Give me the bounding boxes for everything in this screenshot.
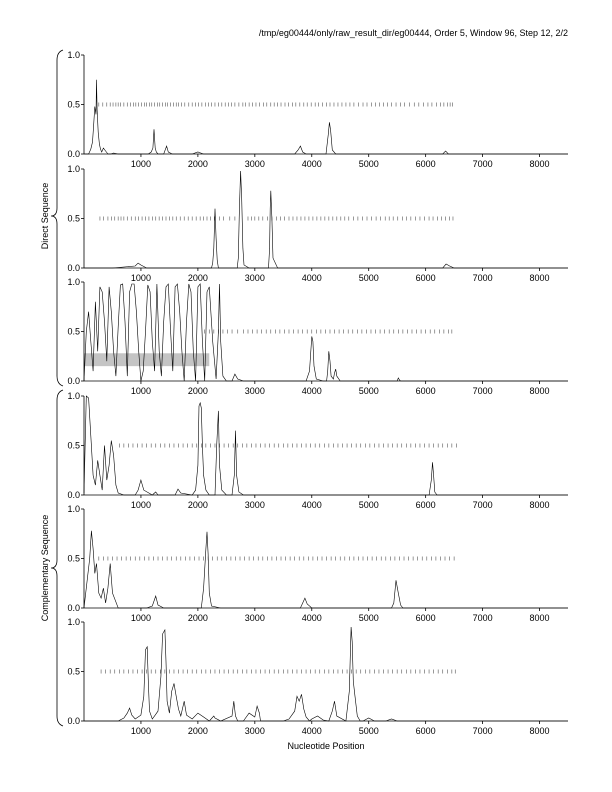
- x-axis-title: Nucleotide Position: [287, 741, 365, 751]
- x-tick-label: 8000: [529, 613, 550, 623]
- frame-5-series-line: [84, 531, 568, 608]
- x-tick-label: 8000: [529, 726, 550, 736]
- frame-1-series-line: [84, 80, 568, 154]
- x-tick-label: 6000: [415, 613, 436, 623]
- x-tick-label: 4000: [301, 613, 322, 623]
- y-tick-label: 0.0: [67, 716, 80, 726]
- x-tick-label: 1000: [130, 500, 151, 510]
- y-tick-label: 0.5: [67, 666, 80, 677]
- x-tick-label: 2000: [187, 726, 208, 736]
- x-tick-label: 5000: [358, 726, 379, 736]
- frame-1-panel: [67, 50, 568, 169]
- y-tick-label: 1.0: [67, 277, 80, 287]
- y-tick-label: 0.5: [67, 99, 80, 110]
- x-tick-label: 6000: [415, 726, 436, 736]
- y-tick-label: 0.5: [67, 326, 80, 337]
- x-tick-label: 3000: [244, 159, 265, 169]
- x-tick-label: 3000: [244, 273, 265, 283]
- x-tick-label: 5000: [358, 500, 379, 510]
- y-tick-label: 1.0: [67, 164, 80, 174]
- direct-sequence-bracket: [51, 50, 63, 386]
- x-tick-label: 7000: [472, 159, 493, 169]
- header-title: /tmp/eg00444/only/raw_result_dir/eg00444, Order 5, Window 96, Step 12, 2/2: [258, 28, 568, 38]
- x-tick-label: 1000: [130, 613, 151, 623]
- x-tick-label: 2000: [187, 159, 208, 169]
- x-tick-label: 8000: [529, 500, 550, 510]
- x-tick-label: 2000: [187, 500, 208, 510]
- frame-6-series-line: [84, 627, 568, 721]
- x-tick-label: 3000: [244, 386, 265, 396]
- x-tick-label: 3000: [244, 613, 265, 623]
- y-tick-label: 0.5: [67, 213, 80, 224]
- x-tick-label: 1000: [130, 273, 151, 283]
- frame-5-panel: [67, 504, 568, 623]
- frame-4-series-line: [84, 396, 568, 495]
- x-tick-label: 7000: [472, 726, 493, 736]
- x-tick-label: 8000: [529, 386, 550, 396]
- x-tick-label: 2000: [187, 273, 208, 283]
- y-tick-label: 0.0: [67, 263, 80, 273]
- x-tick-label: 1000: [130, 159, 151, 169]
- y-tick-label: 0.0: [67, 603, 80, 613]
- y-tick-label: 1.0: [67, 391, 80, 401]
- frame-2-panel: [67, 164, 568, 283]
- x-tick-label: 1000: [130, 386, 151, 396]
- y-tick-label: 0.5: [67, 553, 80, 564]
- x-tick-label: 4000: [301, 726, 322, 736]
- x-tick-label: 2000: [187, 613, 208, 623]
- frame-2-series-line: [84, 171, 568, 268]
- frame-4-panel: [67, 391, 568, 510]
- y-tick-label: 1.0: [67, 50, 80, 60]
- y-tick-label: 0.0: [67, 490, 80, 500]
- complementary-sequence-bracket: [51, 390, 63, 726]
- x-tick-label: 5000: [358, 613, 379, 623]
- shaded-region: [84, 353, 209, 366]
- x-tick-label: 4000: [301, 500, 322, 510]
- x-tick-label: 4000: [301, 159, 322, 169]
- x-tick-label: 6000: [415, 273, 436, 283]
- y-tick-label: 1.0: [67, 617, 80, 627]
- x-tick-label: 1000: [130, 726, 151, 736]
- y-tick-label: 1.0: [67, 504, 80, 514]
- x-tick-label: 6000: [415, 386, 436, 396]
- x-tick-label: 3000: [244, 726, 265, 736]
- x-tick-label: 6000: [415, 159, 436, 169]
- x-tick-label: 4000: [301, 273, 322, 283]
- x-tick-label: 4000: [301, 386, 322, 396]
- complementary-sequence-label: Complementary Sequence: [40, 514, 50, 622]
- x-tick-label: 7000: [472, 500, 493, 510]
- x-tick-label: 8000: [529, 159, 550, 169]
- frame-6-panel: [67, 617, 568, 736]
- frame-3-series-line: [84, 284, 568, 381]
- x-tick-label: 5000: [358, 159, 379, 169]
- x-tick-label: 5000: [358, 386, 379, 396]
- y-tick-label: 0.0: [67, 376, 80, 386]
- frame-panels: [67, 50, 568, 736]
- x-tick-label: 5000: [358, 273, 379, 283]
- frame-3-panel: [67, 277, 568, 396]
- y-tick-label: 0.0: [67, 149, 80, 159]
- x-tick-label: 7000: [472, 273, 493, 283]
- x-tick-label: 3000: [244, 500, 265, 510]
- x-tick-label: 2000: [187, 386, 208, 396]
- x-tick-label: 7000: [472, 386, 493, 396]
- y-tick-label: 0.5: [67, 440, 80, 451]
- x-tick-label: 7000: [472, 613, 493, 623]
- x-tick-label: 6000: [415, 500, 436, 510]
- x-tick-label: 8000: [529, 273, 550, 283]
- direct-sequence-label: Direct Sequence: [40, 182, 50, 250]
